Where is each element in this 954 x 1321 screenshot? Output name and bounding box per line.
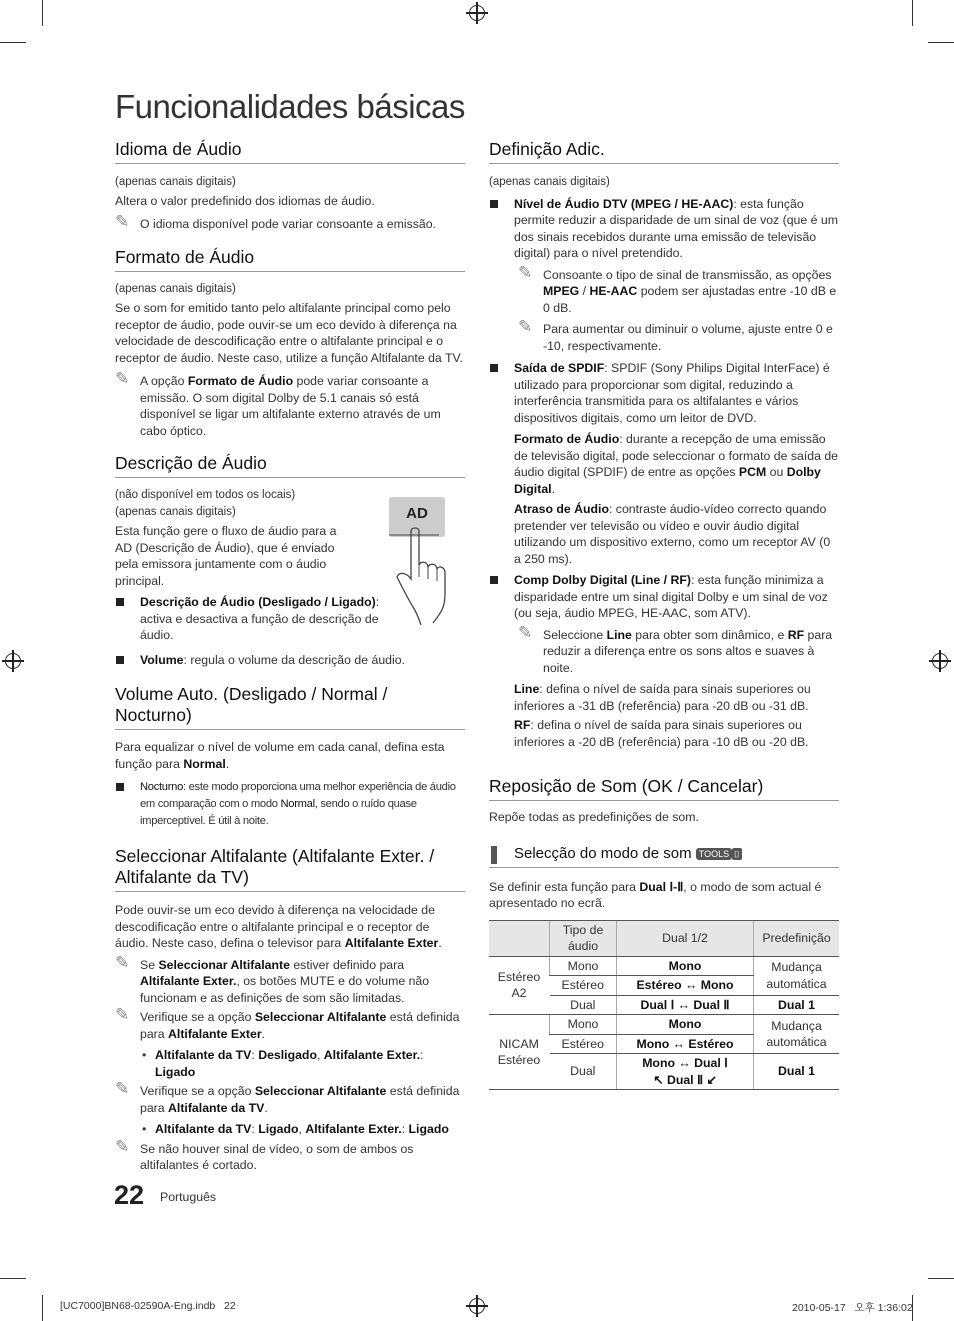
table-cell: Dual xyxy=(550,1054,617,1090)
heading-idioma: Idioma de Áudio xyxy=(115,139,465,164)
paragraph: Altera o valor predefinido dos idiomas de áudio. xyxy=(115,193,375,208)
heading-definicao: Definição Adic. xyxy=(489,139,839,164)
paragraph: Se o som for emitido tanto pelo altifalante principal como pelo receptor de áudio, pode ouvir-se um eco devido à diferença na velocidade de descodificação entre o altifalante principal e o receptor de áudio. Neste caso, utilize a função Altifalante da TV. xyxy=(115,301,463,365)
tools-glyph-icon: ⌷ xyxy=(734,848,740,859)
crop-mark xyxy=(928,1278,954,1279)
pencil-icon: ✎ xyxy=(115,952,130,972)
tools-icon: TOOLS xyxy=(696,848,732,860)
bullet-item: Descrição de Áudio (Desligado / Ligado): activa e desactiva a função de descrição de áudio. xyxy=(115,594,380,644)
heading-seleccao: Selecção do modo de som TOOLS ⌷ xyxy=(489,844,839,868)
pencil-icon: ✎ xyxy=(115,212,130,231)
table-cell: Mono xyxy=(550,1015,617,1035)
paragraph: Se definir esta função para Dual Ⅰ-Ⅱ, o modo de som actual é apresentado no ecrã. xyxy=(489,879,822,910)
page-number: 22 xyxy=(114,1180,145,1210)
table-cell: Estéreo xyxy=(550,1034,617,1054)
table-cell: Mono xyxy=(550,956,617,976)
left-column xyxy=(115,139,465,1174)
right-column xyxy=(489,139,839,1090)
note: ✎ Se não houver sinal de vídeo, o som de ambos os altifalantes é cortado. xyxy=(115,1136,414,1172)
subtitle: (apenas canais digitais) xyxy=(115,505,236,518)
note: ✎ Para aumentar ou diminuir o volume, ajuste entre 0 e -10, respectivamente. xyxy=(518,317,833,353)
ad-button-illustration xyxy=(389,497,449,622)
page-title: Funcionalidades básicas xyxy=(115,88,465,125)
table-cell: Mono ↔ Dual Ⅰ ↖ Dual Ⅱ ↙ xyxy=(617,1054,754,1090)
pencil-icon: ✎ xyxy=(115,369,130,388)
table-header-row xyxy=(489,920,839,956)
table-row xyxy=(489,1015,839,1035)
bullet-item: Comp Dolby Digital (Line / RF): esta função minimiza a disparidade entre um sinal digital Dolby e um sinal de voz (ou seja, áudio MPEG, HE-AAC, som ATV). xyxy=(489,572,839,622)
bullet-item: Nível de Áudio DTV (MPEG / HE-AAC): esta função permite reduzir a disparidade de um sinal de voz (que é um dos sinais recebidos durante uma emissão de televisão digital) para o nível pretendido. xyxy=(489,196,839,262)
note: ✎ O idioma disponível pode variar consoante a emissão. xyxy=(115,212,436,231)
dot-item: • Altifalante da TV: Ligado, Altifalante Exter.: Ligado xyxy=(142,1122,449,1136)
bullet-square-icon xyxy=(490,200,498,208)
registration-mark-icon xyxy=(932,653,948,669)
paragraph: Atraso de Áudio: contraste áudio-vídeo correcto quando pretender ver televisão ou vídeo e ouvir áudio digital utilizando um dispositivo externo, como um receptor AV (0 a 250 ms). xyxy=(514,502,831,566)
subtitle: (apenas canais digitais) xyxy=(115,176,236,188)
paragraph: Pode ouvir-se um eco devido à diferença na velocidade de descodificação entre o altifalante principal e o receptor de áudio. Neste caso, defina o televisor para Altifalante Exter. xyxy=(115,903,442,950)
table-header-cell xyxy=(489,920,550,956)
bullet-square-icon xyxy=(116,598,124,606)
heading-volume: Volume Auto. (Desligado / Normal / Nocturno) xyxy=(115,684,465,730)
heading-seleccionar: Seleccionar Altifalante (Altifalante Exter. / Altifalante da TV) xyxy=(115,846,465,892)
paragraph: Esta função gere o fluxo de áudio para a AD (Descrição de Áudio), que é enviado pela emissora juntamente com o áudio principal. xyxy=(115,524,337,588)
table-cell: Dual 1 xyxy=(754,1054,840,1090)
subtitle: (não disponível em todos os locais) xyxy=(115,489,296,501)
table-cell: Estéreo A2 xyxy=(489,956,550,1015)
bullet-dot-icon: • xyxy=(142,1122,147,1136)
table-cell: Estéreo xyxy=(550,976,617,996)
pencil-icon: ✎ xyxy=(518,317,533,336)
bar-marker-icon xyxy=(491,846,497,864)
footer-time: 2010-05-17 오후 1:36:02 xyxy=(792,1302,913,1314)
bullet-square-icon xyxy=(490,576,498,584)
bullet-dot-icon: • xyxy=(142,1048,147,1062)
bullet-square-icon xyxy=(116,783,124,791)
dot-item: • Altifalante da TV: Desligado, Altifalante Exter.: Ligado xyxy=(142,1048,424,1079)
note: ✎ Se Seleccionar Altifalante estiver definido para Altifalante Exter., os botões MUTE e do volume não funcionam e as definições de som são limitadas. xyxy=(115,952,430,1005)
footer-file: [UC7000]BN68-02590A-Eng.indb 22 xyxy=(60,1300,236,1312)
table-cell: Dual Ⅰ ↔ Dual Ⅱ xyxy=(617,995,754,1015)
note: ✎ Consoante o tipo de sinal de transmissão, as opções MPEG / HE-AAC podem ser ajustadas entre -10 dB e 0 dB. xyxy=(518,262,837,315)
hand-pointer-icon xyxy=(385,525,455,625)
table-cell: Estéreo ↔ Mono xyxy=(617,976,754,996)
bullet-item: Nocturno: este modo proporciona uma melhor experiência de áudio em comparação com o modo Normal, sendo o ruído quase imperceptível. É útil à noite. xyxy=(115,779,465,830)
bullet-item: Volume: regula o volume da descrição de áudio. xyxy=(115,652,465,669)
note: ✎ Verifique se a opção Seleccionar Altifalante está definida para Altifalante Exter. xyxy=(115,1005,460,1041)
table-cell: Mono ↔ Estéreo xyxy=(617,1034,754,1054)
crop-mark xyxy=(42,0,43,26)
paragraph: Line: defina o nível de saída para sinais superiores ou inferiores a -31 dB (referência) para -20 dB ou -31 dB. xyxy=(514,682,811,713)
paragraph: RF: defina o nível de saída para sinais superiores ou inferiores a -20 dB (referência) para -10 dB ou -20 dB. xyxy=(514,718,809,749)
crop-mark xyxy=(0,1278,26,1279)
heading-descricao: Descrição de Áudio xyxy=(115,453,465,478)
crop-mark xyxy=(42,1295,43,1321)
pencil-icon: ✎ xyxy=(115,1079,130,1098)
paragraph: Formato de Áudio: durante a recepção de uma emissão de televisão digital, pode seleccionar o formato de saída de áudio digital (SPDIF) de entre as opções PCM ou Dolby Digital. xyxy=(514,432,839,496)
paragraph: Para equalizar o nível de volume em cada canal, defina esta função para Normal. xyxy=(115,740,445,771)
bullet-square-icon xyxy=(116,656,124,664)
table-cell: Mono xyxy=(617,956,754,976)
bullet-square-icon xyxy=(490,364,498,372)
note: ✎ Seleccione Line para obter som dinâmico, e RF para reduzir a diferença entre os sons altos e suaves à noite. xyxy=(518,622,833,675)
registration-mark-icon xyxy=(469,5,485,21)
table-row xyxy=(489,956,839,976)
crop-mark xyxy=(928,42,954,43)
heading-reposicao: Reposição de Som (OK / Cancelar) xyxy=(489,776,839,801)
pencil-icon: ✎ xyxy=(115,1005,130,1024)
page-language: Português xyxy=(160,1190,217,1204)
subtitle: (apenas canais digitais) xyxy=(489,176,610,188)
registration-mark-icon xyxy=(5,653,21,669)
table-header-cell: Predefinição xyxy=(754,920,840,956)
ad-button: AD xyxy=(389,497,445,537)
paragraph: Repõe todas as predefinições de som. xyxy=(489,810,699,824)
note: ✎ A opção Formato de Áudio pode variar consoante a emissão. O som digital Dolby de 5.1 canais só está disponível se ligar um altifalante externo através de um cabo óptico. xyxy=(115,369,441,438)
table-header-cell: Tipo de áudio xyxy=(550,920,617,956)
registration-mark-icon xyxy=(469,1298,485,1314)
bullet-item: Saída de SPDIF: SPDIF (Sony Philips Digital InterFace) é utilizado para proporcionar som digital, reduzindo a interferência transmitida para os altifalantes e vários dispositivos digitais, como um leitor de DVD. xyxy=(489,360,839,426)
crop-mark xyxy=(912,0,913,26)
table-cell: Dual xyxy=(550,995,617,1015)
pencil-icon: ✎ xyxy=(518,622,533,642)
table-cell: Mudança automática xyxy=(754,956,840,995)
table-cell: Dual 1 xyxy=(754,995,840,1015)
table-header-cell: Dual 1/2 xyxy=(617,920,754,956)
pencil-icon: ✎ xyxy=(115,1136,130,1156)
note: ✎ Verifique se a opção Seleccionar Altifalante está definida para Altifalante da TV. xyxy=(115,1079,460,1115)
heading-formato: Formato de Áudio xyxy=(115,247,465,272)
subtitle: (apenas canais digitais) xyxy=(115,282,236,295)
descricao-block xyxy=(115,487,465,589)
table-cell: Mudança automática xyxy=(754,1015,840,1054)
table-cell: NICAM Estéreo xyxy=(489,1015,550,1090)
crop-mark xyxy=(0,42,26,43)
sound-mode-table xyxy=(489,920,839,1091)
pencil-icon: ✎ xyxy=(518,262,533,282)
table-cell: Mono xyxy=(617,1015,754,1035)
